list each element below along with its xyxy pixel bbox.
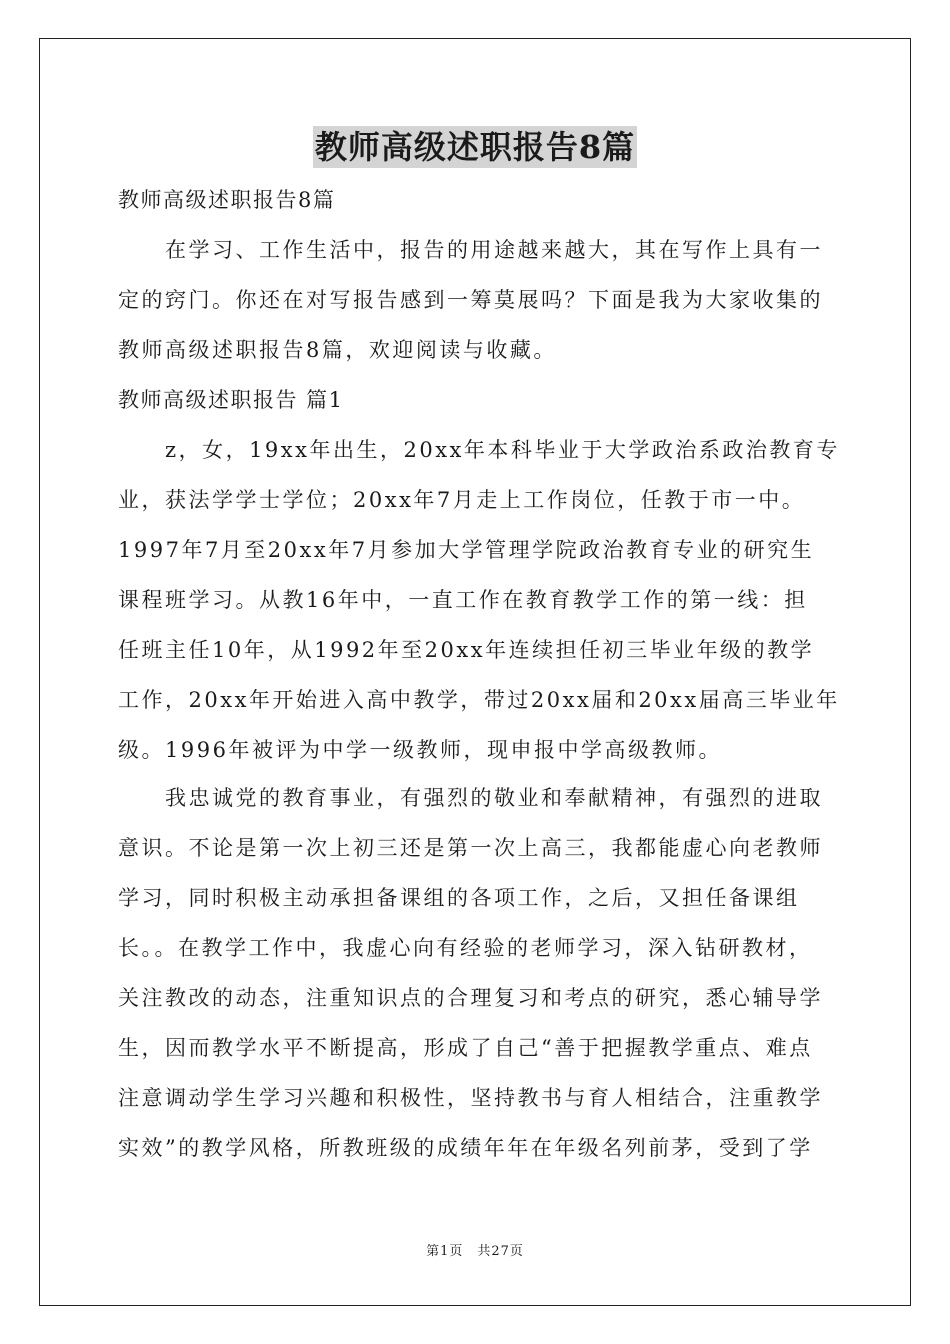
body-line: 在学习、工作生活中，报告的用途越来越大，其在写作上具有一 [118,238,823,262]
title-wrapper [0,126,950,168]
body-line: 业，获法学学士学位；20xx年7月走上工作岗位，任教于市一中。 [118,488,806,512]
body-line: 1997年7月至20xx年7月参加大学管理学院政治教育专业的研究生 [118,538,815,562]
body-line: 工作，20xx年开始进入高中教学，带过20xx届和20xx届高三毕业年 [118,688,840,712]
body-line: 关注教改的动态，注重知识点的合理复习和考点的研究，悉心辅导学 [118,986,823,1010]
body-line: 任班主任10年，从1992年至20xx年连续担任初三毕业年级的教学 [118,638,815,662]
document-title: 教师高级述职报告8篇 [314,128,636,166]
body-line: 学习，同时积极主动承担备课组的各项工作，之后，又担任备课组 [118,886,800,910]
page-border [39,38,911,1306]
body-line: 级。1996年被评为中学一级教师，现申报中学高级教师。 [118,738,722,762]
body-line: 长。。在教学工作中，我虚心向有经验的老师学习，深入钻研教材， [118,936,813,960]
body-line: 注意调动学生学习兴趣和积极性，坚持教书与育人相结合，注重教学 [118,1086,823,1110]
body-line: 我忠诚党的教育事业，有强烈的敬业和奉献精神，有强烈的进取 [118,786,823,810]
body-line: 课程班学习。从教16年中，一直工作在教育教学工作的第一线：担 [118,588,808,612]
section-heading: 教师高级述职报告 篇1 [118,388,344,412]
body-line: z，女，19xx年出生，20xx年本科毕业于大学政治系政治教育专 [118,438,840,462]
body-line: 教师高级述职报告8篇，欢迎阅读与收藏。 [118,338,557,362]
body-line: 生，因而教学水平不断提高，形成了自己“善于把握教学重点、难点 [118,1036,813,1060]
body-line: 意识。不论是第一次上初三还是第一次上高三，我都能虚心向老教师 [118,836,823,860]
body-line: 实效”的教学风格，所教班级的成绩年年在年级名列前茅，受到了学 [118,1136,813,1160]
doc-subtitle: 教师高级述职报告8篇 [118,188,336,212]
page-footer: 第1页 共27页 [426,1244,524,1259]
body-line: 定的窍门。你还在对写报告感到一筹莫展吗？下面是我为大家收集的 [118,288,823,312]
